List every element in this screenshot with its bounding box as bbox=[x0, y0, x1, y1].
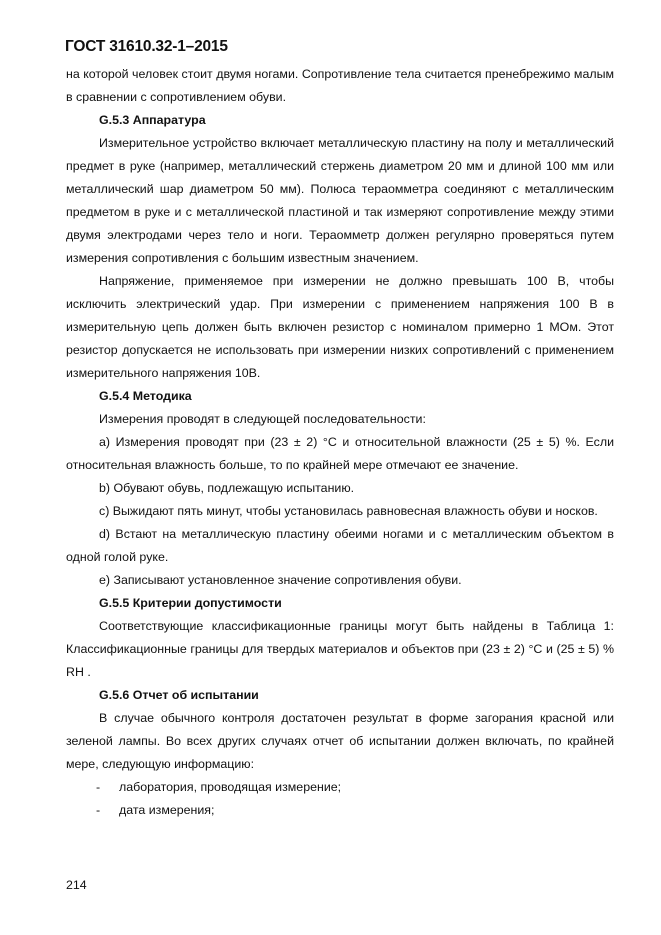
list-item bbox=[66, 776, 614, 799]
step-e: e) Записывают установленное значение сопротивления обуви. bbox=[99, 573, 462, 587]
section-heading-g55: G.5.5 Критерии допустимости bbox=[99, 596, 282, 610]
list-item-text: лаборатория, проводящая измерение; bbox=[119, 780, 342, 794]
list-item bbox=[66, 799, 614, 822]
document-body bbox=[66, 63, 614, 822]
paragraph-continuation: на которой человек стоит двумя ногами. Сопротивление тела считается пренебрежимо малым в сравнении с сопротивлением обуви. bbox=[66, 67, 614, 104]
paragraph-apparatus: Измерительное устройство включает металлическую пластину на полу и металлический предмет в руке (например, металлический стержень диаметром 20 мм и длиной 100 мм или металлический шар диаметром 50 мм). Полюса тераомметра соединяют с металлическим предметом в руке и с металлической пластиной и так измеряют сопротивление между этими двумя электродами через тело и ноги. Тераомметр должен регулярно проверяться путем измерения сопротивления с большим известным значением. bbox=[66, 136, 614, 265]
section-heading-g56: G.5.6 Отчет об испытании bbox=[99, 688, 259, 702]
paragraph-voltage: Напряжение, применяемое при измерении не должно превышать 100 В, чтобы исключить электрический удар. При измерении с применением напряжения 100 В в измерительную цепь должен быть включен резистор с номиналом примерно 1 МОм. Этот резистор допускается не использовать при измерении низких сопротивлений с применением измерительного напряжения 10В. bbox=[66, 274, 614, 380]
step-d: d) Встают на металлическую пластину обеими ногами и с металлическим объектом в одной голой руке. bbox=[66, 527, 614, 564]
list-item-text: дата измерения; bbox=[119, 803, 215, 817]
paragraph-method-intro: Измерения проводят в следующей последовательности: bbox=[99, 412, 426, 426]
step-b: b) Обувают обувь, подлежащую испытанию. bbox=[99, 481, 355, 495]
list-dash: - bbox=[96, 803, 101, 817]
paragraph-report: В случае обычного контроля достаточен результат в форме загорания красной или зеленой лампы. Во всех других случаях отчет об испытании должен включать, по крайней мере, следующую информацию: bbox=[66, 711, 614, 771]
list-dash: - bbox=[96, 780, 101, 794]
paragraph-criteria: Соответствующие классификационные границы могут быть найдены в Таблица 1: Классификационные границы для твердых материалов и объектов при (23 ± 2) °С и (25 ± 5) % RH . bbox=[66, 619, 614, 679]
page-number: 214 bbox=[66, 878, 87, 892]
section-heading-g54: G.5.4 Методика bbox=[99, 389, 192, 403]
step-c: c) Выжидают пять минут, чтобы установилась равновесная влажность обуви и носков. bbox=[99, 504, 598, 518]
document-header: ГОСТ 31610.32-1–2015 bbox=[65, 38, 228, 55]
section-heading-g53: G.5.3 Аппаратура bbox=[99, 113, 206, 127]
step-a: a) Измерения проводят при (23 ± 2) °С и относительной влажности (25 ± 5) %. Если относительная влажность больше, то по крайней мере отмечают ее значение. bbox=[66, 435, 614, 472]
